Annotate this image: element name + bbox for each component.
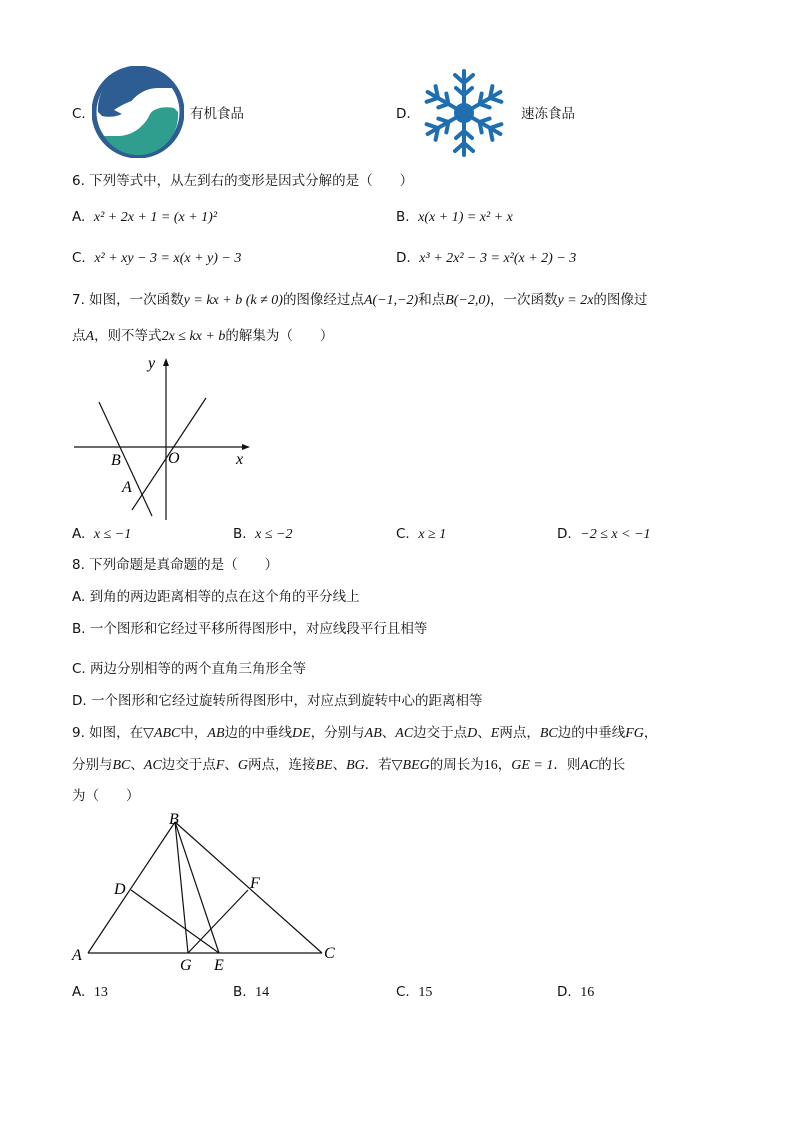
q9-seg: BE xyxy=(315,758,333,773)
option-d-letter: D. xyxy=(396,106,411,122)
q7-d-letter: D. xyxy=(557,526,572,542)
q9-option-a xyxy=(72,983,108,1002)
q7-option-c xyxy=(396,525,446,544)
q7-line-kxb xyxy=(99,402,152,516)
q9-text: 的周长为 xyxy=(429,757,484,773)
q9-seg-de xyxy=(131,890,219,953)
q7-text: 7. 如图，一次函数 xyxy=(72,292,184,308)
q9-text: 两点， xyxy=(499,725,540,741)
q9-label-g: G xyxy=(180,957,192,974)
q6-d-letter: D. xyxy=(396,250,411,266)
q6-a-expr: x² + 2x + 1 = (x + 1)² xyxy=(93,210,218,225)
q9-seg: AB xyxy=(207,726,225,741)
q9-text: 、 xyxy=(332,757,347,773)
q7-point-a-ref: A xyxy=(85,329,95,344)
q9-point: G xyxy=(237,758,248,773)
q9-seg: BC xyxy=(539,726,558,741)
q8-option-b: B. 一个图形和它经过平移所得图形中，对应线段平行且相等 xyxy=(72,621,428,637)
q7-text: 点 xyxy=(72,328,86,344)
q7-option-b xyxy=(233,525,293,544)
q6-b-expr: x(x + 1) = x² + x xyxy=(418,210,513,225)
option-c-letter: C. xyxy=(72,106,86,122)
q9-text: 9. 如图，在 xyxy=(72,725,144,741)
q9-seg: BG xyxy=(346,758,365,773)
q6-b-letter: B. xyxy=(396,209,410,225)
q6-a-letter: A. xyxy=(72,209,86,225)
q8-stem: 8. 下列命题是真命题的是（ ） xyxy=(72,557,279,573)
q9-label-a: A xyxy=(72,947,82,964)
q9-text: 边的中垂线 xyxy=(224,725,292,741)
q9-text: 中， xyxy=(180,725,208,741)
q6-d-expr: x³ + 2x² − 3 = x²(x + 2) − 3 xyxy=(419,251,577,266)
q8-option-d: D. 一个图形和它经过旋转所得图形中，对应点到旋转中心的距离相等 xyxy=(72,693,483,709)
q7-x-label: x xyxy=(236,451,244,468)
q7-y-label: y xyxy=(148,355,156,372)
q9-text: 、 xyxy=(130,757,144,773)
q9-perimeter: 16 xyxy=(483,758,498,773)
q9-triangle-beg: ▽BEG xyxy=(391,758,430,773)
q7-inequality: 2x ≤ kx + b xyxy=(161,329,226,344)
q9-label-e: E xyxy=(214,957,224,974)
q9-seg: AC xyxy=(395,726,414,741)
q7-text: ，一次函数 xyxy=(490,292,558,308)
q9-text: ， xyxy=(497,757,512,773)
q9-seg: DE xyxy=(292,726,311,741)
q6-stem: 6. 下列等式中，从左到右的变形是因式分解的是（ ） xyxy=(72,173,414,189)
q9-point: D xyxy=(467,726,478,741)
q9-b-letter: B. xyxy=(233,984,247,1000)
q7-text: ，则不等式 xyxy=(94,328,162,344)
q8-option-c: C. 两边分别相等的两个直角三角形全等 xyxy=(72,661,307,677)
q7-y-arrow xyxy=(163,358,169,366)
q9-text: 分别与 xyxy=(72,757,113,773)
q7-d-expr: −2 ≤ x < −1 xyxy=(580,527,651,542)
snowflake-icon xyxy=(418,66,510,160)
q7-b-expr: x ≤ −2 xyxy=(255,527,293,542)
organic-food-logo xyxy=(92,66,184,158)
q9-c-value: 15 xyxy=(418,985,433,1000)
q7-point-a: A(−1,−2) xyxy=(363,293,419,308)
q6-option-c xyxy=(72,249,241,268)
q9-seg: AC xyxy=(143,758,162,773)
q7-text: 的图像过 xyxy=(593,292,648,308)
q9-text: 、 xyxy=(477,725,491,741)
q7-option-a xyxy=(72,525,131,544)
q7-c-letter: C. xyxy=(396,526,410,542)
q7-c-expr: x ≥ 1 xyxy=(418,527,447,542)
q9-label-f: F xyxy=(250,875,260,892)
q9-text: 边交于点 xyxy=(161,757,216,773)
q9-text: 两点，连接 xyxy=(247,757,316,773)
q9-a-value: 13 xyxy=(93,985,108,1000)
q9-seg: BC xyxy=(112,758,131,773)
q9-side-ab xyxy=(88,822,175,953)
q7-text: 的图像经过点 xyxy=(282,292,364,308)
q9-text: ．若 xyxy=(364,757,392,773)
q9-triangle-abc: ▽ABC xyxy=(143,726,181,741)
q6-c-expr: x² + xy − 3 = x(x + y) − 3 xyxy=(94,251,242,266)
q9-text: ，分别与 xyxy=(310,725,365,741)
q9-point: E xyxy=(490,726,500,741)
q7-origin-label: O xyxy=(168,450,180,467)
q8-option-a: A. 到角的两边距离相等的点在这个角的平分线上 xyxy=(72,589,360,605)
q9-text: 边交于点 xyxy=(413,725,468,741)
q7-b-label: B xyxy=(111,452,121,469)
q6-c-letter: C. xyxy=(72,250,86,266)
q9-point: F xyxy=(215,758,225,773)
q9-label-c: C xyxy=(324,945,335,962)
option-c-label: 有机食品 xyxy=(190,106,244,122)
q9-text: ．则 xyxy=(553,757,581,773)
q9-seg-fg xyxy=(188,890,248,953)
q9-ge-value: GE = 1 xyxy=(511,758,554,773)
q9-stem-line2 xyxy=(72,756,625,775)
q7-a-label: A xyxy=(122,479,132,496)
q9-option-c xyxy=(396,983,432,1002)
q6-option-a xyxy=(72,208,217,227)
q9-stem-line3: 为（ ） xyxy=(72,788,140,804)
q7-b-letter: B. xyxy=(233,526,247,542)
q7-stem-line1 xyxy=(72,291,647,310)
q7-graph-figure xyxy=(68,350,258,522)
q9-label-b: B xyxy=(169,811,179,828)
q9-stem-line1 xyxy=(72,724,657,743)
q9-text: ， xyxy=(643,725,658,741)
q7-option-d xyxy=(557,525,651,544)
q7-a-expr: x ≤ −1 xyxy=(93,527,132,542)
q9-seg: AB xyxy=(364,726,382,741)
q9-label-d: D xyxy=(114,881,126,898)
q9-triangle-figure xyxy=(68,808,350,978)
q9-c-letter: C. xyxy=(396,984,410,1000)
q9-option-d xyxy=(557,983,594,1002)
q7-a-letter: A. xyxy=(72,526,86,542)
q9-b-value: 14 xyxy=(255,985,270,1000)
q7-text: 的解集为（ ） xyxy=(225,328,334,344)
q9-text: 边的中垂线 xyxy=(557,725,626,741)
q9-d-letter: D. xyxy=(557,984,572,1000)
q9-text: 、 xyxy=(224,757,238,773)
q9-seg: AC xyxy=(580,758,599,773)
q9-option-b xyxy=(233,983,269,1002)
q7-x-arrow xyxy=(242,444,250,450)
q7-stem-line2 xyxy=(72,327,333,346)
q7-text: 和点 xyxy=(418,292,446,308)
q9-d-value: 16 xyxy=(580,985,595,1000)
q6-option-d xyxy=(396,249,576,268)
q9-a-letter: A. xyxy=(72,984,86,1000)
q7-eq-2x: y = 2x xyxy=(557,293,594,308)
q7-point-b: B(−2,0) xyxy=(445,293,491,308)
q6-option-b xyxy=(396,208,513,227)
q9-text: 的长 xyxy=(598,757,626,773)
option-d-label: 速冻食品 xyxy=(521,106,575,122)
q9-seg: FG xyxy=(625,726,644,741)
q7-eq-kxb: y = kx + b (k ≠ 0) xyxy=(183,293,283,308)
q9-text: 、 xyxy=(381,725,396,741)
